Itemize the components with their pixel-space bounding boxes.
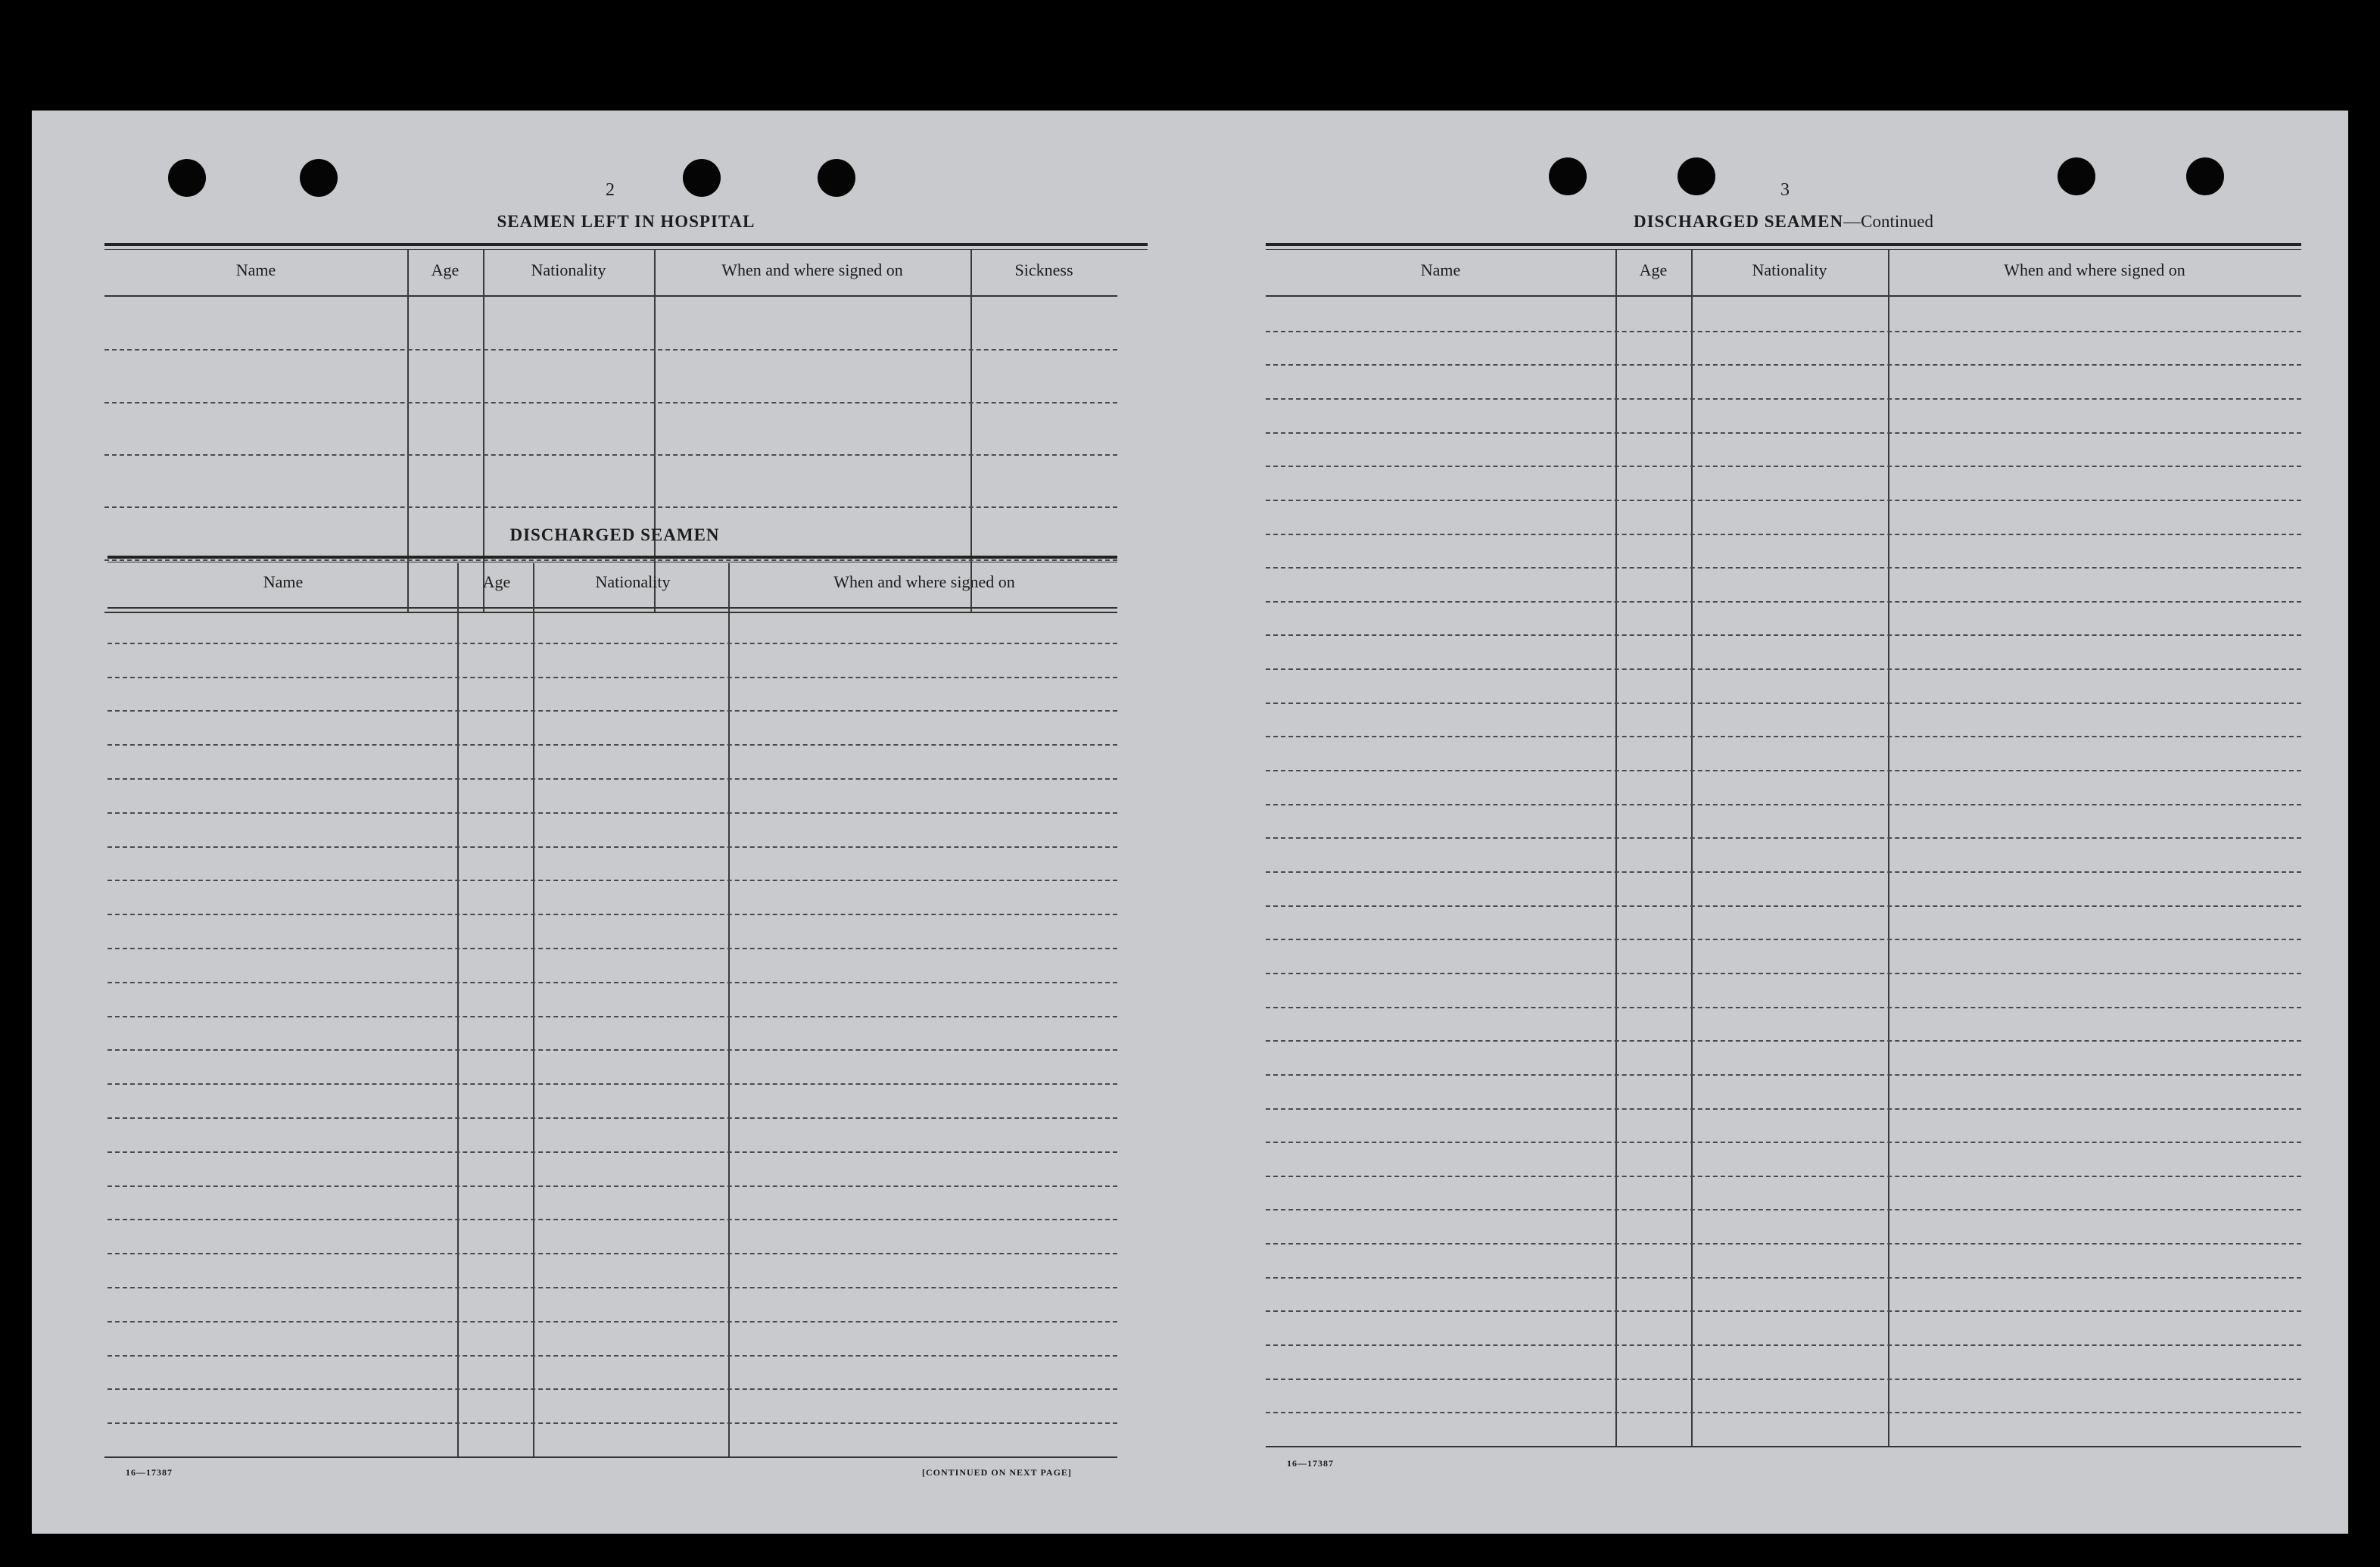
table-row-line — [1266, 703, 2301, 704]
table-row-line — [1266, 1108, 2301, 1110]
punch-hole-icon — [168, 159, 206, 197]
document-sheet — [32, 111, 2348, 1534]
discharged-bottom-rule — [104, 1456, 1117, 1458]
table-row-line — [107, 1388, 1117, 1390]
table-row-line — [1266, 770, 2301, 771]
table-row-line — [1266, 331, 2301, 332]
table-row-line — [107, 846, 1117, 848]
table-row-line — [1266, 1310, 2301, 1312]
table-row-line — [107, 1287, 1117, 1288]
table-row-line — [1266, 1379, 2301, 1380]
table-row-line — [107, 1422, 1117, 1424]
table-row-line — [1266, 567, 2301, 569]
table-row-line — [104, 402, 1117, 403]
right-col-nationality: Nationality — [1752, 260, 1827, 279]
right-bottom-rule — [1266, 1446, 2301, 1447]
punch-hole-icon — [1678, 157, 1715, 195]
punch-hole-icon — [2186, 157, 2224, 195]
hospital-top-rule-thin — [104, 249, 1148, 250]
hospital-col-name: Name — [235, 260, 276, 279]
hospital-header-rule — [104, 295, 1117, 297]
table-row-line — [1266, 500, 2301, 501]
discharged-top-rule — [107, 556, 1117, 559]
hospital-bottom-rule — [104, 612, 1117, 613]
table-row-line — [107, 914, 1117, 915]
discharged-col-nationality: Nationality — [595, 572, 671, 591]
table-row-line — [1266, 1412, 2301, 1413]
discharged-continued-suffix: —Continued — [1843, 212, 1933, 231]
table-row-line — [107, 880, 1117, 881]
hospital-col-nationality: Nationality — [531, 260, 606, 279]
table-row-line — [1266, 1209, 2301, 1210]
hospital-section-title: SEAMEN LEFT IN HOSPITAL — [497, 212, 755, 231]
right-col-divider — [1691, 250, 1693, 1446]
discharged-header-rule — [107, 607, 1117, 609]
table-row-line — [104, 559, 1117, 561]
right-col-name: Name — [1420, 260, 1461, 279]
right-top-rule-thin — [1266, 249, 2301, 250]
table-row-line — [107, 643, 1117, 644]
discharged-continued-title-main: DISCHARGED SEAMEN — [1634, 212, 1844, 231]
table-row-line — [1266, 804, 2301, 805]
hospital-col-signed-on: When and where signed on — [721, 260, 903, 279]
right-col-divider — [1888, 250, 1889, 1446]
table-row-line — [1266, 1277, 2301, 1279]
table-row-line — [107, 812, 1117, 814]
table-row-line — [1266, 1040, 2301, 1042]
table-row-line — [104, 454, 1117, 456]
table-row-line — [107, 1321, 1117, 1322]
table-row-line — [1266, 601, 2301, 603]
table-row-line — [1266, 1142, 2301, 1143]
table-row-line — [1266, 1243, 2301, 1245]
right-col-divider — [1615, 250, 1617, 1446]
continued-note: [CONTINUED ON NEXT PAGE] — [922, 1467, 1072, 1478]
left-page-number: 2 — [606, 180, 615, 200]
table-row-line — [1266, 364, 2301, 366]
discharged-col-name: Name — [263, 572, 304, 591]
discharged-section-title: DISCHARGED SEAMEN — [509, 525, 720, 544]
table-row-line — [107, 744, 1117, 746]
table-row-line — [107, 1117, 1117, 1119]
punch-hole-icon — [2058, 157, 2095, 195]
discharged-col-signed-on: When and where signed on — [833, 572, 1015, 591]
right-form-number: 16—17387 — [1287, 1458, 1334, 1469]
table-row-line — [107, 677, 1117, 678]
table-row-line — [1266, 534, 2301, 535]
discharged-col-divider — [457, 563, 459, 1456]
table-row-line — [1266, 837, 2301, 839]
right-header-rule — [1266, 295, 2301, 297]
table-row-line — [1266, 939, 2301, 940]
table-row-line — [107, 1049, 1117, 1051]
table-row-line — [107, 1185, 1117, 1187]
table-row-line — [107, 778, 1117, 780]
punch-hole-icon — [300, 159, 338, 197]
right-col-age: Age — [1639, 260, 1668, 279]
table-row-line — [107, 982, 1117, 983]
table-row-line — [1266, 432, 2301, 434]
right-top-rule — [1266, 243, 2301, 246]
discharged-continued-title — [1266, 212, 2301, 232]
hospital-col-age: Age — [431, 260, 459, 279]
hospital-col-sickness: Sickness — [1014, 260, 1073, 279]
table-row-line — [1266, 1074, 2301, 1076]
table-row-line — [1266, 736, 2301, 737]
table-row-line — [1266, 973, 2301, 974]
table-row-line — [107, 1151, 1117, 1153]
punch-hole-icon — [1549, 157, 1587, 195]
table-row-line — [107, 1219, 1117, 1220]
table-row-line — [107, 710, 1117, 712]
table-row-line — [107, 1016, 1117, 1017]
right-col-signed-on: When and where signed on — [2004, 260, 2185, 279]
table-row-line — [107, 1355, 1117, 1357]
table-row-line — [1266, 1007, 2301, 1008]
right-page-number: 3 — [1780, 180, 1790, 200]
table-row-line — [107, 1083, 1117, 1085]
table-row-line — [104, 349, 1117, 350]
hospital-top-rule — [104, 243, 1148, 246]
table-row-line — [1266, 634, 2301, 636]
table-row-line — [1266, 398, 2301, 400]
table-row-line — [1266, 1344, 2301, 1346]
table-row-line — [107, 948, 1117, 949]
discharged-col-age: Age — [482, 572, 511, 591]
table-row-line — [1266, 905, 2301, 907]
table-row-line — [1266, 466, 2301, 467]
discharged-col-divider — [728, 563, 730, 1456]
discharged-col-divider — [533, 563, 534, 1456]
punch-hole-icon — [818, 159, 855, 197]
table-row-line — [107, 1253, 1117, 1254]
punch-hole-icon — [683, 159, 721, 197]
table-row-line — [1266, 1176, 2301, 1177]
left-form-number: 16—17387 — [126, 1467, 173, 1478]
table-row-line — [104, 506, 1117, 508]
table-row-line — [1266, 871, 2301, 873]
table-row-line — [1266, 668, 2301, 670]
